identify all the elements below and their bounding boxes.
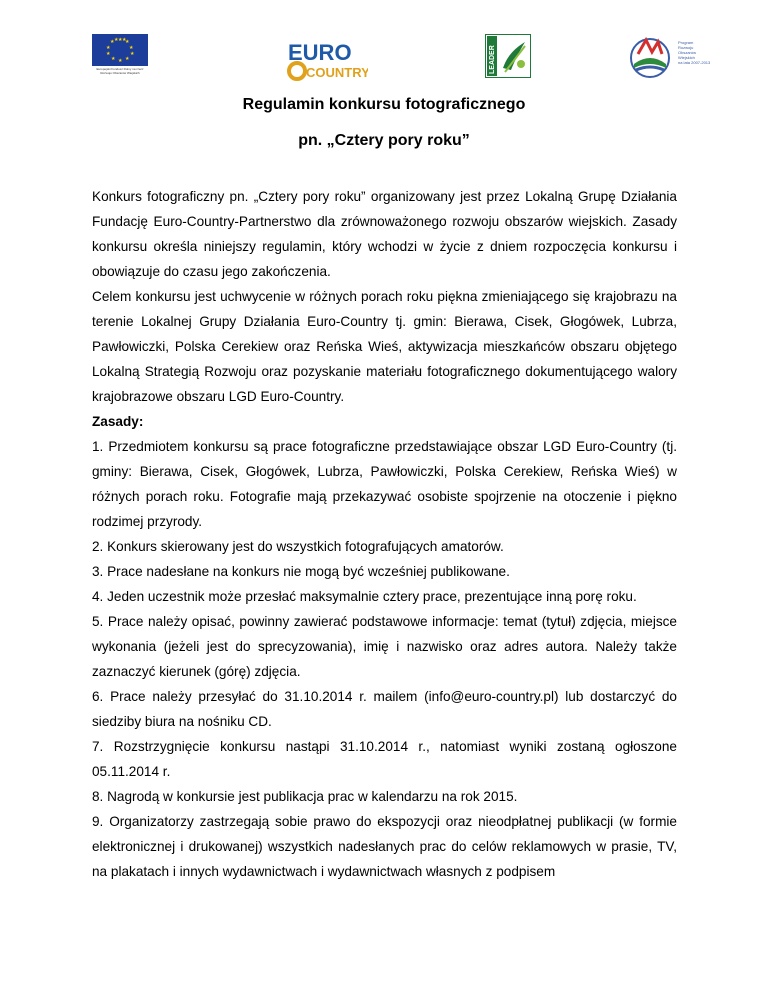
leader-logo: [485, 34, 531, 78]
prow-text: Program Rozwoju Obszarów Wiejskich na lata 2007-2013: [678, 40, 711, 65]
prow-logo: [628, 34, 714, 82]
euro-country-logo: [286, 40, 368, 82]
rule-item: 4. Jeden uczestnik może przesłać maksymalnie cztery prace, prezentujące inną porę roku.: [92, 589, 637, 604]
intro-paragraph: Konkurs fotograficzny pn. „Cztery pory roku” organizowany jest przez Lokalną Grupę Działania Fundację Euro-Country-Partnerstwo dla zrównoważonego rozwoju obszarów wiejskich. Zasady konkursu określa niniejszy regulamin, który wchodzi w życie z dniem rozpoczęcia konkursu i obowiązuje do czasu jego zakończenia.: [92, 189, 677, 279]
document-subtitle: pn. „Cztery pory roku”: [298, 132, 470, 149]
rule-item: 7. Rozstrzygnięcie konkursu nastąpi 31.10.2014 r., natomiast wyniki zostaną ogłoszone 05.11.2014 r.: [92, 739, 677, 779]
rule-item: 9. Organizatorzy zastrzegają sobie prawo do ekspozycji oraz nieodpłatnej publikacji (w formie elektronicznej i drukowanej) wszystkich nadesłanych prac do celów reklamowych w prasie, TV, na plakatach i innych wydawnictwach i wydawnictwach własnych z podpisem: [92, 814, 677, 879]
euro-country-word1: EURO: [288, 40, 352, 65]
rule-item: 3. Prace nadesłane na konkurs nie mogą być wcześniej publikowane.: [92, 564, 510, 579]
rule-item: 2. Konkurs skierowany jest do wszystkich fotografujących amatorów.: [92, 539, 504, 554]
logo-bar: [0, 0, 768, 90]
rule-item: 8. Nagrodą w konkursie jest publikacja prac w kalendarzu na rok 2015.: [92, 789, 518, 804]
document-body: [92, 184, 677, 884]
eu-caption: Europejski Fundusz Rolny na rzecz Rozwoju Obszarów Wiejskich: [96, 67, 144, 75]
eu-flag-icon: ★ ★ ★ ★ ★ ★ ★ ★ ★ ★ ★ ★: [92, 34, 148, 66]
rule-item: 5. Prace należy opisać, powinny zawierać podstawowe informacje: temat (tytuł) zdjęcia, miejsce wykonania (jeżeli jest do sprecyzowania), imię i nazwisko oraz adres autora. Należy także zaznaczyć kierunek (górę) zdjęcia.: [92, 614, 677, 679]
rules-heading: Zasady:: [92, 414, 144, 429]
goal-paragraph: Celem konkursu jest uchwycenie w różnych porach roku piękna zmieniającego się krajobrazu na terenie Lokalnej Grupy Działania Euro-Country tj. gmin: Bierawa, Cisek, Głogówek, Lubrza, Pawłowiczki, Polska Cerekiew oraz Reńska Wieś, aktywizacja mieszkańców obszaru objętego Lokalną Strategią Rozwoju oraz pozyskanie materiału fotograficznego dokumentującego walory krajobrazowe obszaru LGD Euro-Country.: [92, 289, 677, 404]
rule-item: 1. Przedmiotem konkursu są prace fotograficzne przedstawiające obszar LGD Euro-Country (tj. gminy: Bierawa, Cisek, Głogówek, Lubrza, Pawłowiczki, Polska Cerekiew, Reńska Wieś) w różnych porach roku. Fotografie mają przekazywać osobiste spojrzenie na otoczenie i piękno rodzimej przyrody.: [92, 439, 677, 529]
leader-label: LEADER: [489, 45, 496, 74]
document-title: Regulamin konkursu fotograficznego: [242, 96, 526, 113]
rule-item: 6. Prace należy przesyłać do 31.10.2014 r. mailem (info@euro-country.pl) lub dostarczyć do siedziby biura na nośniku CD.: [92, 689, 677, 729]
eu-flag-logo: [92, 34, 148, 75]
euro-country-word2: COUNTRY: [306, 65, 368, 80]
